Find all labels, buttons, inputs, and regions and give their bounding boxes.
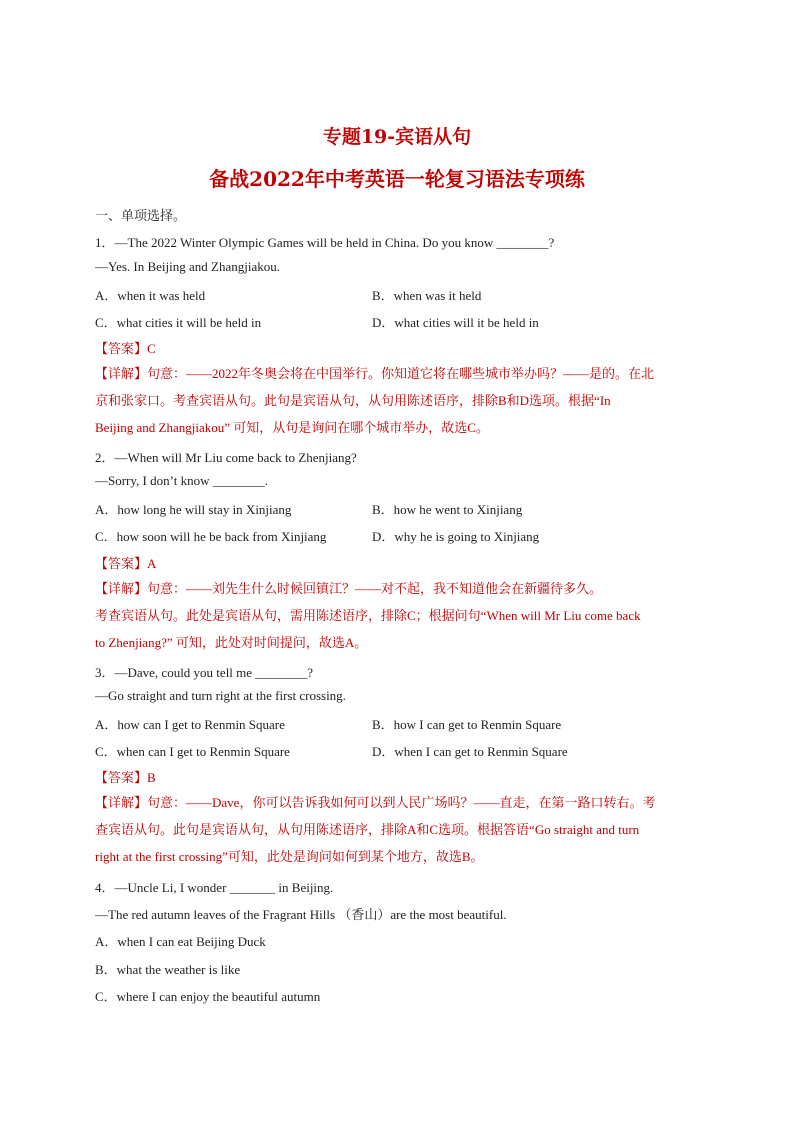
q2-answer-tag: 【答案】 [95, 556, 148, 571]
q4-option-c: C．where I can enjoy the beautiful autumn [95, 989, 321, 1004]
q1-reply: —Yes. In Beijing and Zhangjiakou. [95, 259, 280, 274]
q1-option-b: B．when was it held [372, 288, 482, 303]
q2-explain-line1: 【详解】句意：——刘先生什么时候回镇江？——对不起，我不知道他会在新疆待多久。 [95, 581, 603, 596]
q2-explain-line2: 考查宾语从句。此处是宾语从句，需用陈述语序，排除C；根据问句“When will Mr Liu come back [95, 608, 641, 623]
q3-stem: 3．—Dave, could you tell me ________? [95, 665, 314, 680]
q4-reply: —The red autumn leaves of the Fragrant Hills （香山）are the most beautiful. [95, 907, 507, 922]
q2-explain-tag: 【详解】 [95, 581, 148, 596]
q1-option-c: C．what cities it will be held in [95, 315, 262, 330]
q1-explain-tag: 【详解】 [95, 366, 148, 381]
q1-explain-line1: 【详解】句意：——2022年冬奥会将在中国举行。你知道它将在哪些城市举办吗？——是的。在北 [95, 366, 655, 381]
q3-option-a: A．how can I get to Renmin Square [95, 717, 285, 732]
q3-option-b: B．how I can get to Renmin Square [372, 717, 562, 732]
q1-answer-value: C [147, 341, 156, 356]
q3-explain-line3: right at the first crossing”可知，此处是询问如何到某个地方，故选B。 [95, 849, 484, 864]
q3-option-c: C．when can I get to Renmin Square [95, 744, 290, 759]
q3-explain-line2: 查宾语从句。此句是宾语从句，从句用陈述语序，排除A和C选项。根据答语“Go straight and turn [95, 822, 640, 837]
q3-answer-tag: 【答案】 [95, 770, 148, 785]
q2-option-d: D．why he is going to Xinjiang [372, 529, 540, 544]
q1-stem: 1．—The 2022 Winter Olympic Games will be held in China. Do you know ________? [95, 235, 555, 250]
q2-explanation [95, 575, 700, 656]
q3-answer-value: B [147, 770, 156, 785]
q4-stem: 4．—Uncle Li, I wonder _______ in Beijing. [95, 880, 334, 895]
q2-option-a: A．how long he will stay in Xinjiang [95, 502, 292, 517]
q4-option-b: B．what the weather is like [95, 962, 241, 977]
q2-reply: —Sorry, I don’t know ________. [95, 473, 268, 488]
q3-option-d: D．when I can get to Renmin Square [372, 744, 568, 759]
q3-explanation [95, 789, 700, 870]
q2-explain-line3: to Zhenjiang?” 可知，此处对时间提问，故选A。 [95, 635, 368, 650]
q1-explanation [95, 360, 700, 441]
q1-option-d: D．what cities will it be held in [372, 315, 539, 330]
q2-option-c: C．how soon will he be back from Xinjiang [95, 529, 327, 544]
document-title: 专题19-宾语从句 [322, 126, 472, 148]
q1-explain-line3: Beijing and Zhangjiakou” 可知，从句是询问在哪个城市举办，故选C。 [95, 420, 489, 435]
q2-option-b: B．how he went to Xinjiang [372, 502, 523, 517]
q3-answer [95, 767, 156, 786]
q2-stem: 2．—When will Mr Liu come back to Zhenjiang? [95, 450, 357, 465]
q1-answer [95, 338, 156, 357]
q2-answer [95, 553, 156, 572]
q4-option-a: A．when I can eat Beijing Duck [95, 934, 266, 949]
q3-explain-tag: 【详解】 [95, 795, 148, 810]
q1-option-a: A．when it was held [95, 288, 206, 303]
q3-explain-line1: 【详解】句意：——Dave，你可以告诉我如何可以到人民广场吗？——直走，在第一路口转右。考 [95, 795, 656, 810]
q2-answer-value: A [147, 556, 157, 571]
document-subtitle: 备战2022年中考英语一轮复习语法专项练 [209, 167, 585, 191]
q1-answer-tag: 【答案】 [95, 341, 148, 356]
q3-reply: —Go straight and turn right at the first crossing. [95, 688, 346, 703]
section-heading: 一、单项选择。 [95, 208, 187, 223]
q1-explain-line2: 京和张家口。考查宾语从句。此句是宾语从句，从句用陈述语序，排除B和D选项。根据“In [95, 393, 611, 408]
